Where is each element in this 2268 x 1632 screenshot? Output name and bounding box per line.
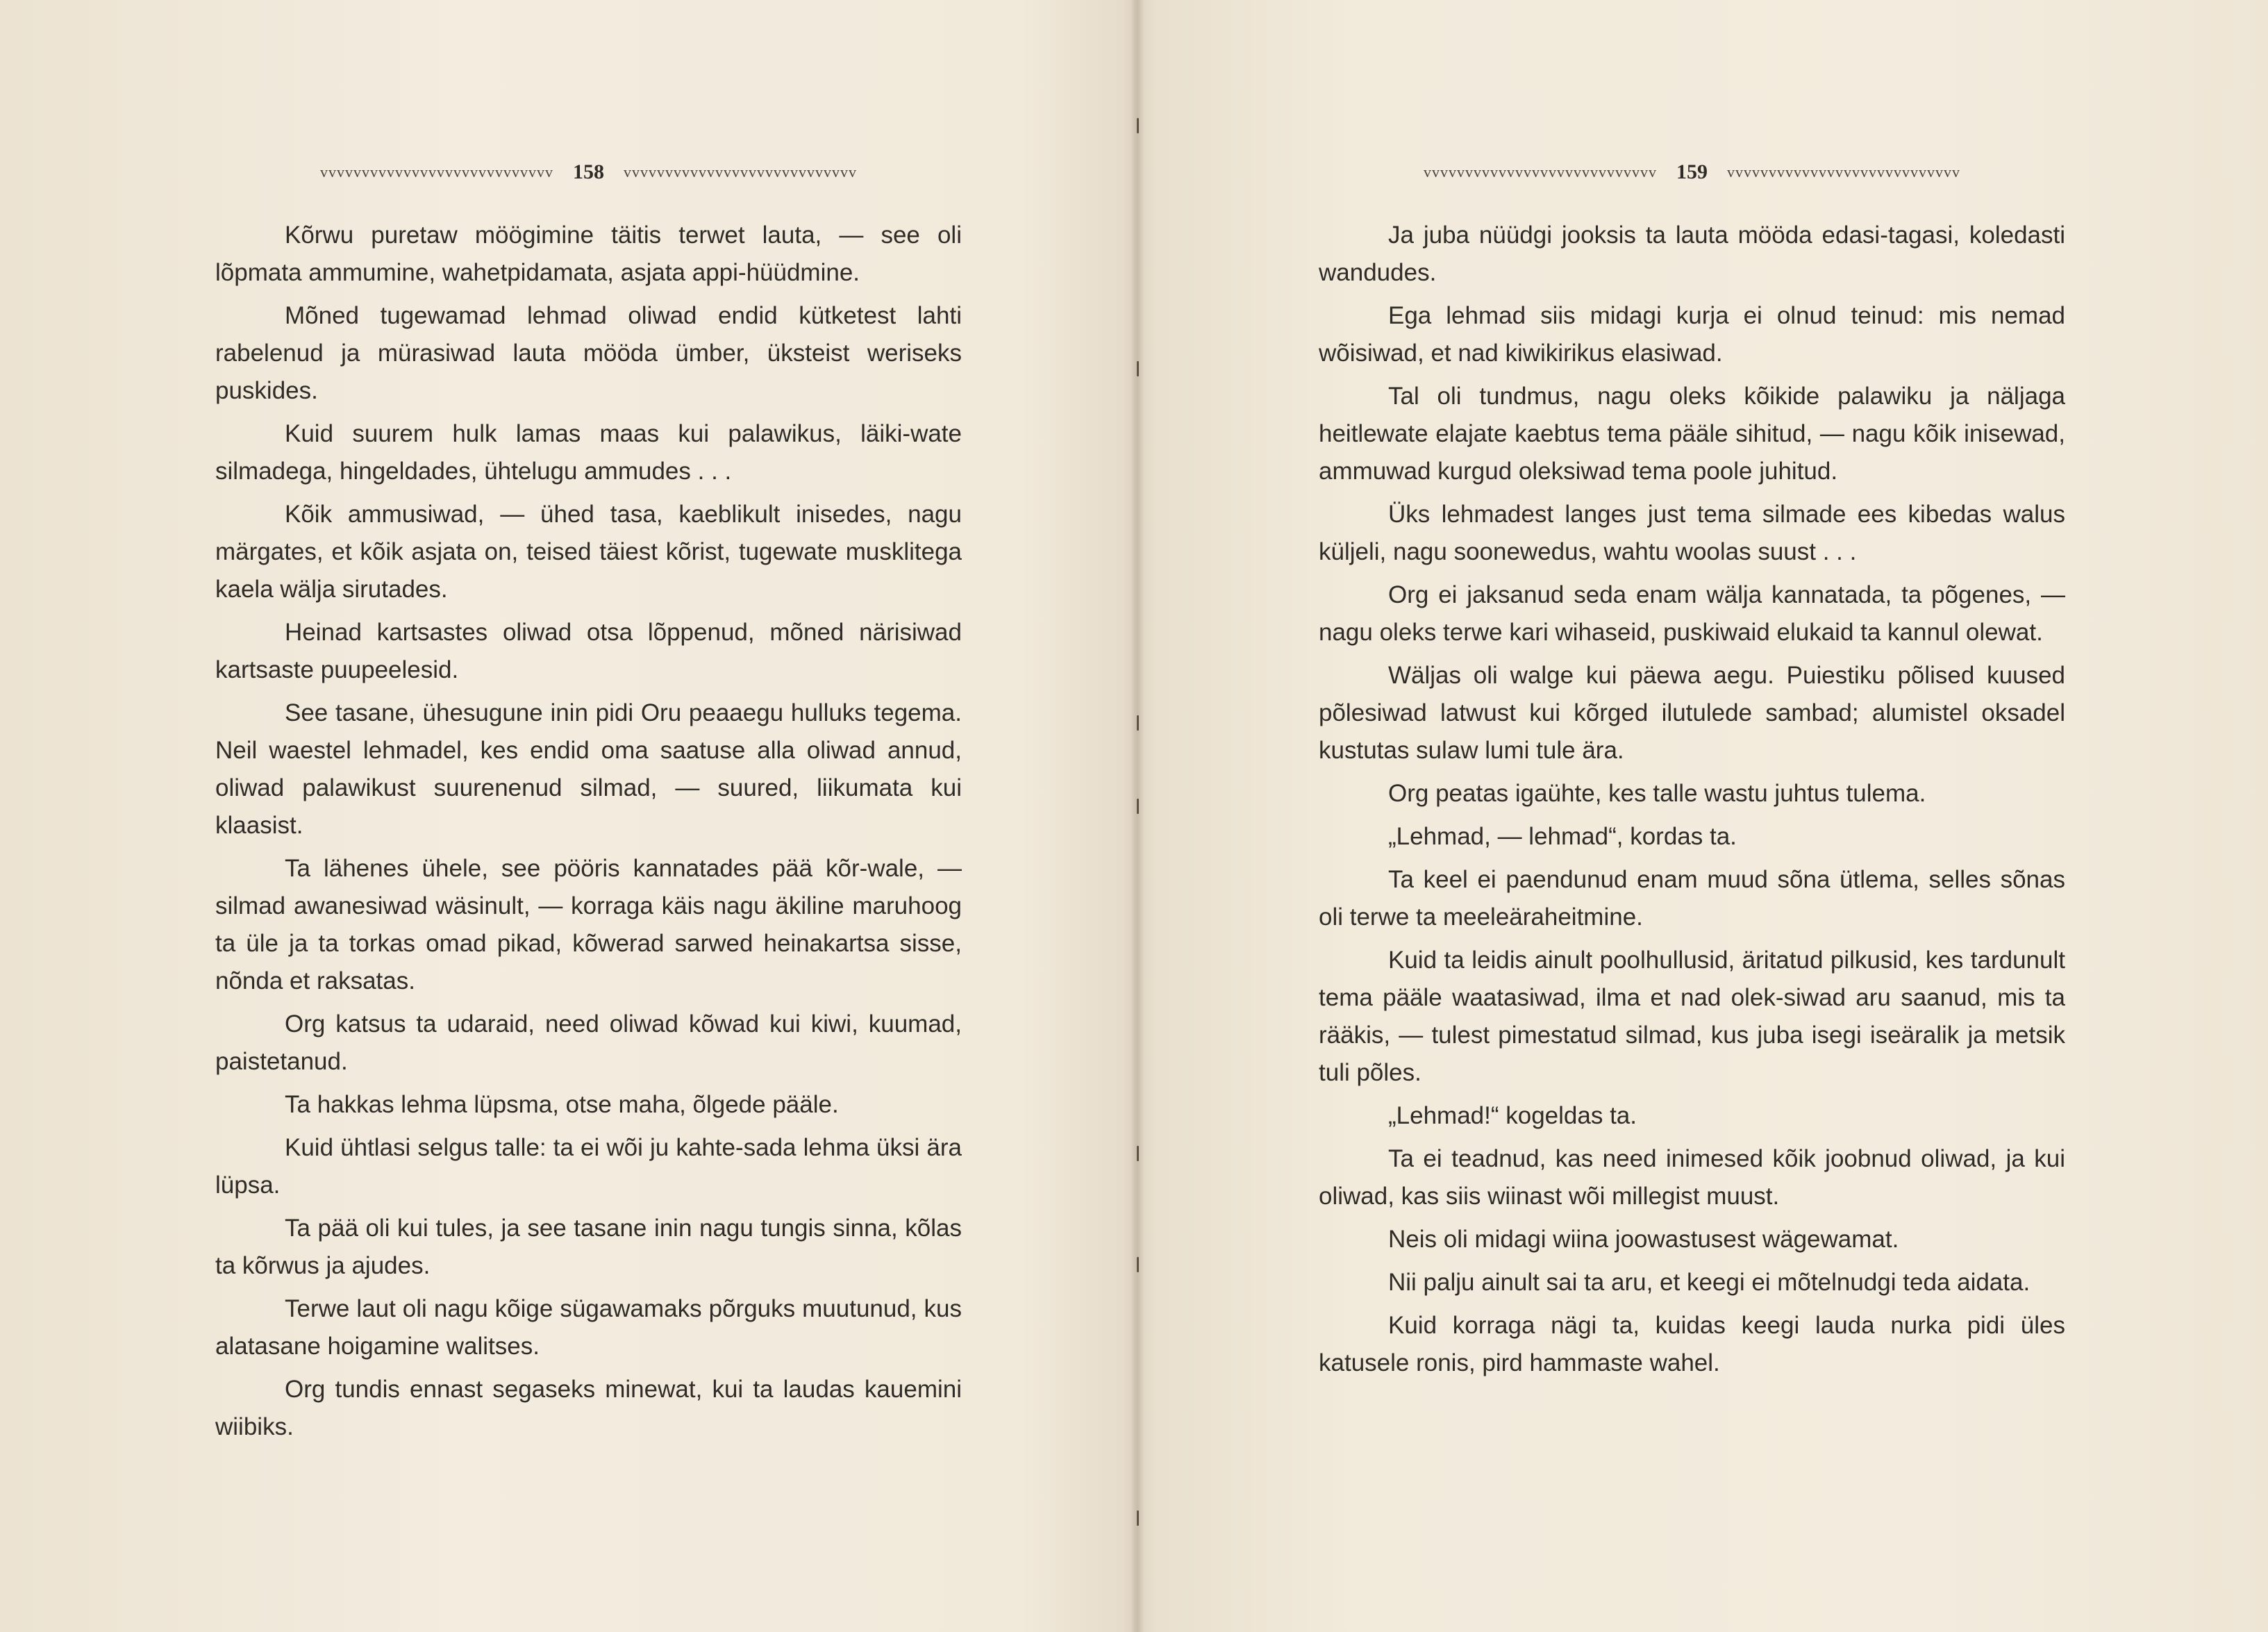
paragraph: Kuid suurem hulk lamas maas kui palawikus, läiki-wate silmadega, hingeldades, ühtelugu ammudes . . . <box>215 420 962 485</box>
paragraph: Heinad kartsastes oliwad otsa lõppenud, mõned närisiwad kartsaste puupeelesid. <box>215 619 962 683</box>
paragraph: Terwe laut oli nagu kõige sügawamaks põrguks muutunud, kus alatasane hoigamine walitses. <box>215 1295 962 1360</box>
paragraph: Kuid korraga nägi ta, kuidas keegi lauda nurka pidi üles katusele ronis, pird hammaste wahel. <box>1319 1312 2065 1376</box>
header-ornament-left: vvvvvvvvvvvvvvvvvvvvvvvvvvvv <box>320 163 553 181</box>
paragraph: See tasane, ühesugune inin pidi Oru peaaegu hulluks tegema. Neil waestel lehmadel, kes endid oma saatuse alla oliwad annud, oliwad palawikust suurenenud silmad, — suured, liikumata kui klaasist. <box>215 699 962 839</box>
paragraph: Wäljas oli walge kui päewa aegu. Puiestiku põlised kuused põlesiwad latwust kui kõrged ilutulede sambad; alumistel oksadel kustutas sulaw lumi tule ära. <box>1319 662 2065 764</box>
paragraph: Ega lehmad siis midagi kurja ei olnud teinud: mis nemad wõisiwad, et nad kiwikirikus elasiwad. <box>1319 302 2065 367</box>
paragraph: Kuid ühtlasi selgus talle: ta ei wõi ju kahte-sada lehma üksi ära lüpsa. <box>215 1134 962 1199</box>
paragraph: Ta pää oli kui tules, ja see tasane inin nagu tungis sinna, kõlas ta kõrwus ja ajudes. <box>215 1215 962 1279</box>
paragraph: Ta lähenes ühele, see pööris kannatades pää kõr-wale, — silmad awanesiwad wäsinult, — korraga käis nagu äkiline maruhoog ta üle ja ta torkas omad pikad, kõwerad sarwed heinakartsa sisse, nõnda et raksatas. <box>215 855 962 994</box>
paragraph: Ta ei teadnud, kas need inimesed kõik joobnud oliwad, ja kui oliwad, kas siis wiinast wõi millegist muust. <box>1319 1145 2065 1210</box>
paragraph: Kõik ammusiwad, — ühed tasa, kaeblikult inisedes, nagu märgates, et kõik asjata on, teised täiest kõrist, tugewate musklitega kaela wälja sirutades. <box>215 501 962 603</box>
paragraph: „Lehmad, — lehmad“, kordas ta. <box>1388 823 1737 850</box>
header-ornament-right: vvvvvvvvvvvvvvvvvvvvvvvvvvvv <box>1727 163 1960 181</box>
paragraph: Ta hakkas lehma lüpsma, otse maha, õlgede pääle. <box>285 1091 839 1118</box>
page-text <box>215 217 962 1446</box>
paragraph: Org katsus ta udaraid, need oliwad kõwad kui kiwi, kuumad, paistetanud. <box>215 1010 962 1075</box>
page-number: 159 <box>1676 160 1708 183</box>
paragraph: Nii palju ainult sai ta aru, et keegi ei mõtelnudgi teda aidata. <box>1388 1269 2031 1296</box>
page-right <box>1134 0 2268 1632</box>
paragraph: Ta keel ei paendunud enam muud sõna ütlema, selles sõnas oli terwe ta meeleäraheitmine. <box>1319 866 2065 931</box>
page-text <box>1319 217 2065 1382</box>
paragraph: Mõned tugewamad lehmad oliwad endid kütketest lahti rabelenud ja mürasiwad lauta mööda ümber, üksteist weriseks puskides. <box>215 302 962 404</box>
header-ornament-right: vvvvvvvvvvvvvvvvvvvvvvvvvvvv <box>624 163 857 181</box>
running-header <box>1319 158 2065 187</box>
page-number: 158 <box>573 160 604 183</box>
paragraph: Tal oli tundmus, nagu oleks kõikide palawiku ja näljaga heitlewate elajate kaebtus tema pääle sihitud, — nagu kõik inisewad, ammuwad kurgud oleksiwad tema poole juhitud. <box>1319 383 2065 485</box>
paragraph: Kuid ta leidis ainult poolhullusid, äritatud pilkusid, kes tardunult tema pääle waatasiwad, ilma et nad olek-siwad aru saanud, mis ta rääkis, — tulest pimestatud silmad, kus juba isegi iseäralik ja metsik tuli põles. <box>1319 947 2065 1086</box>
paragraph: Neis oli midagi wiina joowastusest wägewamat. <box>1388 1226 1899 1253</box>
paragraph: Org tundis ennast segaseks minewat, kui ta laudas kauemini wiibiks. <box>215 1376 962 1440</box>
paragraph: Kõrwu puretaw möögimine täitis terwet lauta, — see oli lõpmata ammumine, wahetpidamata, asjata appi-hüüdmine. <box>215 222 962 286</box>
paragraph: „Lehmad!“ kogeldas ta. <box>1388 1102 1637 1129</box>
paragraph: Üks lehmadest langes just tema silmade ees kibedas walus küljeli, nagu soonewedus, wahtu woolas suust . . . <box>1319 501 2065 565</box>
running-header <box>215 158 962 187</box>
paragraph: Ja juba nüüdgi jooksis ta lauta mööda edasi-tagasi, koledasti wandudes. <box>1319 222 2065 286</box>
header-ornament-left: vvvvvvvvvvvvvvvvvvvvvvvvvvvv <box>1424 163 1657 181</box>
paragraph: Org peatas igaühte, kes talle wastu juhtus tulema. <box>1388 780 1926 807</box>
paragraph: Org ei jaksanud seda enam wälja kannatada, ta põgenes, — nagu oleks terwe kari wihaseid, puskiwaid elukaid ta kannul olewat. <box>1319 581 2065 646</box>
